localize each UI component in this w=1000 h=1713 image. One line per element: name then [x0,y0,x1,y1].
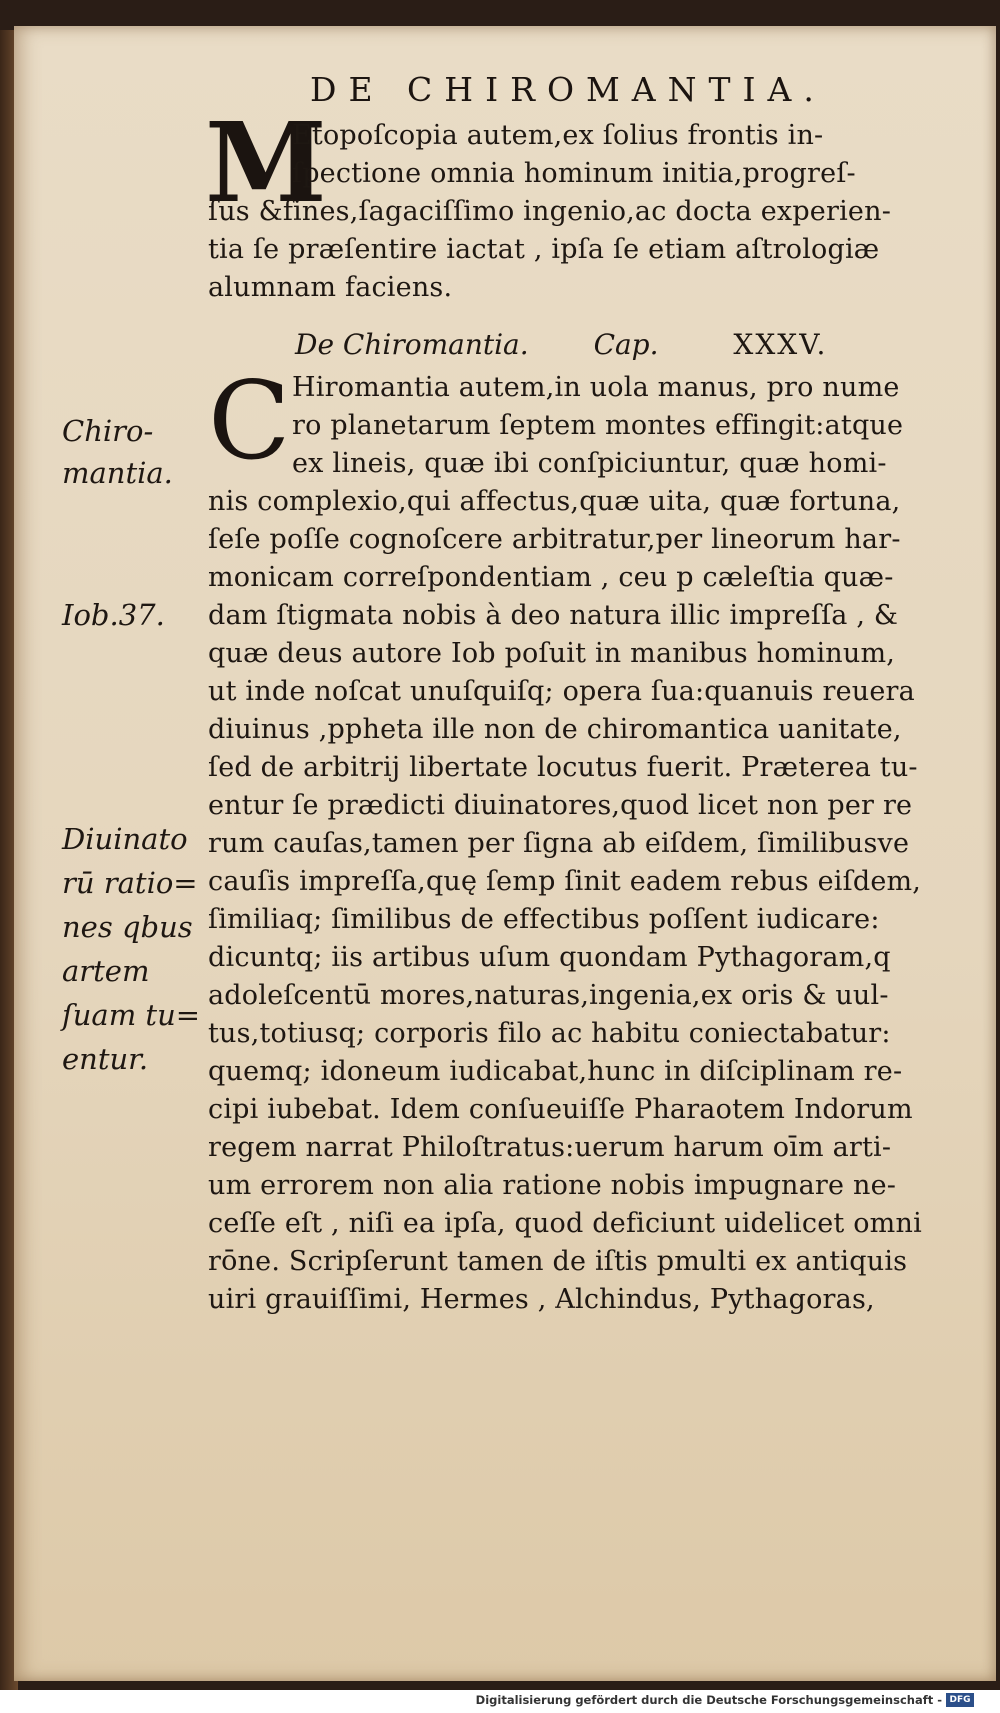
marginal-note-iob: Iob.37. [62,598,165,632]
running-header: DE CHIROMANTIA. [310,70,826,109]
text-line: Etopoſcopia autem,ex ſolius frontis in- [292,120,824,151]
marginal-note-diuinatorum: artem [62,954,150,988]
text-line: um errorem non alia ratione nobis impugnare ne- [208,1170,897,1201]
chapter-number: XXXV. [733,328,828,361]
footer-bar [0,1690,1000,1713]
text-line: tus,totiusq; corporis filo ac habitu coniectabatur: [208,1018,891,1049]
marginal-note-chiromantia: mantia. [62,456,173,490]
drop-cap-m: M [205,98,327,227]
chapter-heading [295,328,827,361]
text-line: cauſis impreſſa,quę ſemp ſinit eadem rebus eiſdem, [208,866,922,897]
text-line: quemq; idoneum iudicabat,hunc in diſciplinam re- [208,1056,903,1087]
text-line: rōne. Scripſerunt tamen de iſtis pmulti ex antiquis [208,1246,908,1277]
marginal-note-diuinatorum: Diuinato [62,822,188,856]
text-line: alumnam faciens. [208,272,453,303]
dfg-logo-icon: DFG [946,1693,974,1707]
text-line: ſus &fines,ſagaciſſimo ingenio,ac docta experien- [208,196,892,227]
text-line: diuinus ,ppheta ille non de chiromantica uanitate, [208,714,902,745]
text-line: ſimiliaq; ſimilibus de effectibus poſſent iudicare: [208,904,880,935]
text-line: ro planetarum ſeptem montes effingit:atque [292,410,904,441]
text-line: monicam correſpondentiam , ceu p cæleſtia quæ- [208,562,894,593]
marginal-note-diuinatorum: ſuam tu= [62,998,201,1032]
marginal-note-diuinatorum: rū ratio= [62,866,198,900]
text-line: dicuntq; iis artibus uſum quondam Pythagoram,q [208,942,891,973]
chapter-cap: Cap. [593,328,659,361]
text-line: ſed de arbitrij libertate locutus fuerit. Præterea tu- [208,752,918,783]
drop-cap-c: C [208,359,291,484]
text-line: Hiromantia autem,in uola manus, pro nume [292,372,900,403]
text-line: quæ deus autore Iob poſuit in manibus hominum, [208,638,896,669]
chapter-title: De Chiromantia. [295,328,529,361]
marginal-note-chiromantia: Chiro- [62,414,154,448]
text-line: uiri grauiſſimi, Hermes , Alchindus, Pythagoras, [208,1284,875,1315]
text-line: regem narrat Philoſtratus:uerum harum oīm arti- [208,1132,892,1163]
text-line: ex lineis, quæ ibi conſpiciuntur, quæ homi- [292,448,887,479]
text-line: ſeſe poſſe cognoſcere arbitratur,per lineorum har- [208,524,901,555]
text-line: rum cauſas,tamen per ſigna ab eiſdem, ſimilibusve [208,828,910,859]
text-line: dam ſtigmata nobis à deo natura illic impreſſa , & [208,600,899,631]
text-line: ut inde noſcat unuſquiſq; opera ſua:quanuis reuera [208,676,915,707]
text-line: cipi iubebat. Idem conſueuiſſe Pharaotem Indorum [208,1094,913,1125]
text-line: entur ſe prædicti diuinatores,quod licet non per re [208,790,913,821]
marginal-note-diuinatorum: entur. [62,1042,149,1076]
text-line: adoleſcentū mores,naturas,ingenia,ex oris & uul- [208,980,889,1011]
footer-credit: Digitalisierung gefördert durch die Deutsche Forschungsgemeinschaft - [475,1693,942,1707]
marginal-note-diuinatorum: nes qbus [62,910,193,944]
text-line: tia ſe præſentire iactat , ipſa ſe etiam aſtrologiæ [208,234,880,265]
text-line: nis complexio,qui affectus,quæ uita, quæ fortuna, [208,486,901,517]
text-line: ſpectione omnia hominum initia,progreſ- [292,158,856,189]
text-line: ceſſe eſt , niſi ea ipſa, quod deficiunt uidelicet omni [208,1208,922,1239]
